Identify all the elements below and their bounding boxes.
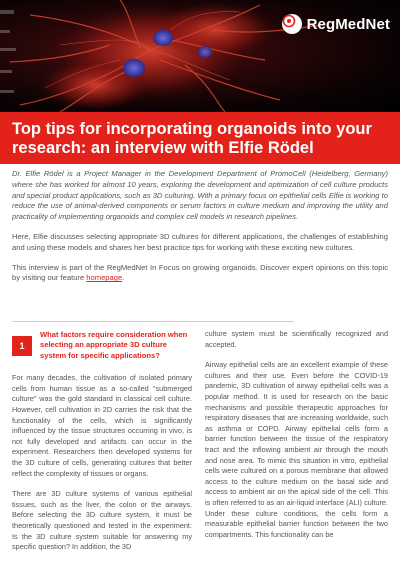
- left-column: [12, 329, 192, 563]
- body-paragraph: There are 3D culture systems of various epithelial tissues, such as the liver, the colon or the airways. Before selecting the 3D culture system, it must be theoretically questioned and tested in the experiment: Is the 3D culture system suitable for answering my specific question? In addition, the 3D: [12, 489, 192, 552]
- hero-image: [0, 0, 400, 112]
- question-number-badge: 1: [12, 336, 32, 356]
- left-column-body: [12, 373, 192, 553]
- intro-paragraph: Here, Elfie discusses selecting appropriate 3D cultures for different applications, the challenges of establishing and using these models and shares her best practice tips for working with these exciting new cultures.: [12, 231, 388, 252]
- right-column-body: [205, 329, 388, 540]
- body-paragraph: culture system must be scientifically recognized and accepted.: [205, 329, 388, 349]
- section-divider: [12, 321, 294, 322]
- brand-logo[interactable]: [282, 14, 390, 34]
- question-header: [12, 329, 192, 361]
- right-column: [205, 329, 388, 550]
- body-paragraph: Airway epithelial cells are an excellent example of these cultures and their use. Even before the COVID-19 pandemic, 3D cultivation of airway epithelial cells was a popular method. It is used for research on the basic mechanisms and possible therapeutic approaches for respiratory diseases that are increasing worldwide, such as asthma or COPD. Airway epithelial cells form a barrier function between the tissue of the respiratory tract and the inflowing ambient air through the mouth and nose area. To mimic this situation in vitro, epithelial cells were cultured on a porous membrane that allowed access to the culture medium on the basal side and access to ambient air on the apical side of the cell. This is often referred to as an air-liquid interface (ALI) culture. Under these culture conditions, the cells form a measurable epithelial barrier function between the two compartments. This functionality can be: [205, 360, 388, 539]
- in-focus-end: .: [122, 273, 125, 283]
- body-paragraph: For many decades, the cultivation of isolated primary cells from human tissue as a so-called "submerged culture" was the gold standard in classical cell culture. However, cell cultivation in 2D carries the risk that the functionality of the cells, which is significantly influenced by the tissue structures occurring in vivo, is not fully developed and artifacts can occur in the experiment. Researchers then developed systems for the 3D culture of cells, generating cultures that better reflect the complexity of tissues or organs.: [12, 373, 192, 478]
- in-focus-paragraph: [12, 263, 388, 285]
- homepage-link[interactable]: homepage: [86, 273, 123, 283]
- title-banner: [0, 112, 400, 164]
- regmednet-logo-icon: [282, 14, 302, 34]
- brand-name: RegMedNet: [306, 15, 390, 33]
- question-text: What factors require consideration when selecting an appropriate 3D culture system for specific applications?: [40, 330, 188, 360]
- in-focus-text: This interview is part of the RegMedNet In Focus on growing organoids. Discover expert opinions on this topic by visiting our feature: [12, 262, 388, 283]
- intro-section: [12, 169, 388, 293]
- page-title: Top tips for incorporating organoids into your research: an interview with Elfie Rödel: [12, 120, 372, 157]
- intro-lead: Dr. Elfie Rödel is a Project Manager in the Development Department of PromoCell (Heidelberg, Germany) where she has worked for almost 10 years, exploring the development and optimization of cell culture products and special product applications, such as 3D culturing. With a primary focus on epithelial cells Elfie is working to reduce the use of animal-derived components or serum factors in culture medium and improving the utility and practicality of implementing organoids and complex cell models in research pipelines.: [12, 169, 388, 222]
